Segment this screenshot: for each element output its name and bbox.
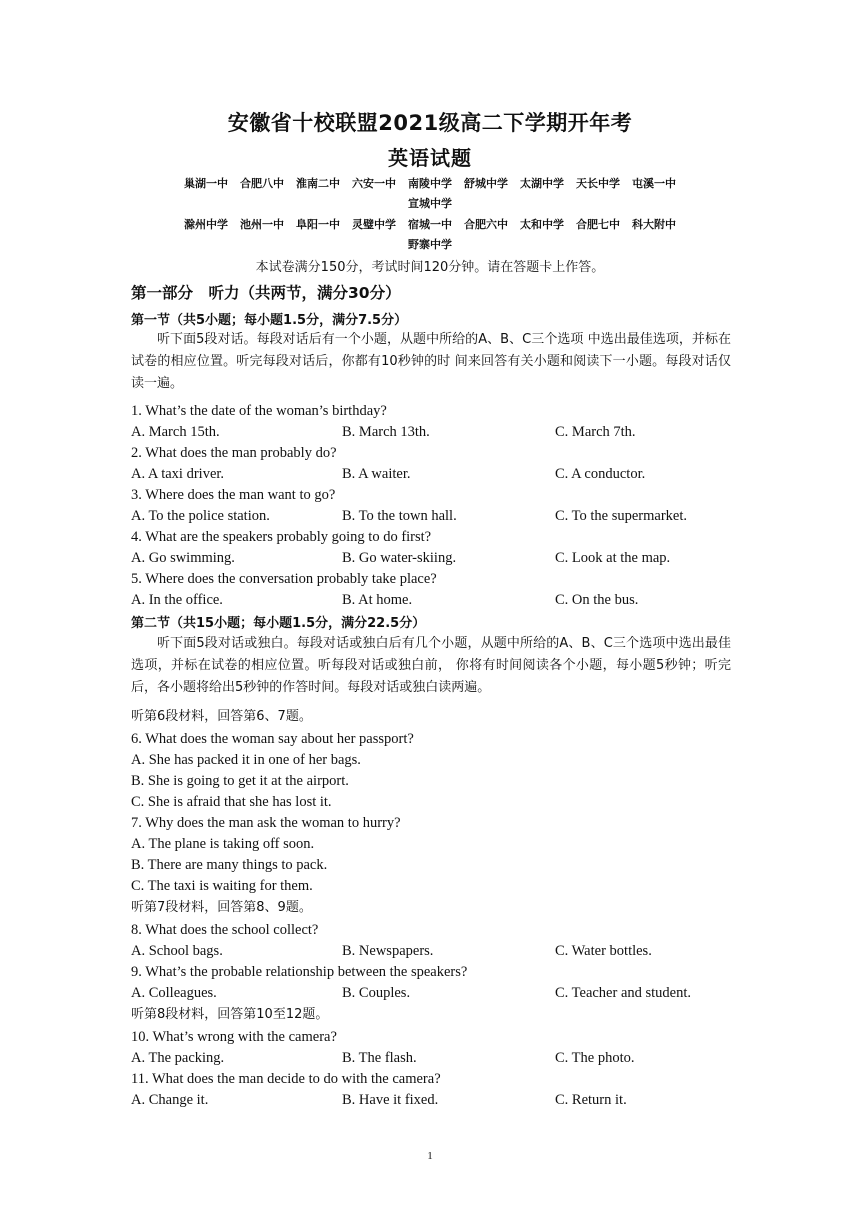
answer-options [131,1090,741,1110]
school-name: 太和中学 [520,218,564,231]
school-name: 滁州中学 [184,218,228,231]
option-b: B. A waiter. [342,466,411,482]
option-b: B. March 13th. [342,424,430,440]
school-list-row1 [130,174,730,214]
school-name: 合肥八中 [240,177,284,190]
option-a: A. The packing. [131,1050,225,1066]
answer-options [131,983,741,1003]
school-name: 合肥七中 [576,218,620,231]
answer-options [131,422,741,442]
material-note: 听第8段材料，回答第10至12题。 [131,1007,329,1022]
school-name: 宿城一中 [408,218,452,231]
option-a: A. In the office. [131,592,223,608]
school-name: 南陵中学 [408,177,452,190]
option-a: A. Change it. [131,1092,209,1108]
option-c: C. The photo. [555,1050,635,1066]
school-name: 太湖中学 [520,177,564,190]
question: 1. What’s the date of the woman’s birthday? [131,403,387,419]
option-c: C. March 7th. [555,424,636,440]
exam-note: 本试卷满分150分，考试时间120分钟。请在答题卡上作答。 [255,260,605,275]
option-b: B. The flash. [342,1050,417,1066]
material-note: 听第6段材料，回答第6、7题。 [131,709,312,724]
school-list-row2 [130,215,730,255]
option-b: B. Newspapers. [342,943,434,959]
school-name: 科大附中 [632,218,676,231]
section-heading: 第一节（共5小题；每小题1.5分，满分7.5分） [131,313,408,328]
question: 3. Where does the man want to go? [131,487,336,503]
option-b: B. At home. [342,592,413,608]
question: 8. What does the school collect? [131,922,319,938]
option-c: C. On the bus. [555,592,639,608]
option-a: A. March 15th. [131,424,220,440]
page-number: 1 [427,1150,433,1162]
option-a: A. A taxi driver. [131,466,225,482]
option-c: C. A conductor. [555,466,646,482]
question: 6. What does the woman say about her passport? [131,731,414,747]
school-name: 合肥六中 [464,218,508,231]
answer-options [131,1048,741,1068]
option-a: A. To the police station. [131,508,270,524]
option-b: B. There are many things to pack. [131,857,328,873]
option-a: A. School bags. [131,943,223,959]
question: 5. Where does the conversation probably take place? [131,571,437,587]
option-a: A. Go swimming. [131,550,235,566]
option-b: B. Have it fixed. [342,1092,439,1108]
school-name: 阜阳一中 [296,218,340,231]
section-instructions: 听下面5段对话。每段对话后有一个小题，从题中所给的A、B、C三个选项 中选出最佳选项，并标在试卷的相应位置。听完每段对话后，你都有10秒钟的时 间来回答有关小题和阅读下一小题。每段对话仅读一遍。 [131,332,731,391]
question: 11. What does the man decide to do with the camera? [131,1071,441,1087]
option-c: C. She is afraid that she has lost it. [131,794,332,810]
question: 2. What does the man probably do? [131,445,337,461]
school-name: 灵璧中学 [352,218,396,231]
answer-options [131,506,741,526]
option-a: A. She has packed it in one of her bags. [131,752,361,768]
option-a: A. The plane is taking off soon. [131,836,315,852]
part-heading: 第一部分 听力（共两节，满分30分） [131,284,401,302]
option-c: C. Teacher and student. [555,985,692,1001]
school-name: 天长中学 [576,177,620,190]
option-c: C. The taxi is waiting for them. [131,878,313,894]
material-note: 听第7段材料，回答第8、9题。 [131,900,312,915]
option-b: B. She is going to get it at the airport. [131,773,349,789]
option-c: C. Return it. [555,1092,627,1108]
option-c: C. Water bottles. [555,943,652,959]
school-name: 屯溪一中 [632,177,676,190]
option-b: B. Go water-skiing. [342,550,457,566]
answer-options [131,464,741,484]
question: 10. What’s wrong with the camera? [131,1029,337,1045]
school-name: 宣城中学 [408,197,452,210]
answer-options [131,590,741,610]
question: 7. Why does the man ask the woman to hurry? [131,815,401,831]
option-c: C. To the supermarket. [555,508,688,524]
exam-title: 安徽省十校联盟2021级高二下学期开年考 [227,111,633,135]
answer-options [131,548,741,568]
school-name: 舒城中学 [464,177,508,190]
option-b: B. To the town hall. [342,508,457,524]
school-name: 池州一中 [240,218,284,231]
option-b: B. Couples. [342,985,411,1001]
school-name: 野寨中学 [408,238,452,251]
exam-subtitle: 英语试题 [388,146,472,170]
section-heading: 第二节（共15小题；每小题1.5分，满分22.5分） [131,616,426,631]
question: 4. What are the speakers probably going to do first? [131,529,432,545]
school-name: 六安一中 [352,177,396,190]
answer-options [131,941,741,961]
option-c: C. Look at the map. [555,550,671,566]
section-instructions: 听下面5段对话或独白。每段对话或独白后有几个小题，从题中所给的A、B、C三个选项中选出最佳选项，并标在试卷的相应位置。听每段对话或独白前， 你将有时间阅读各个小题，每小题5秒钟；听完后，各小题将给出5秒钟的作答时间。每段对话或独白读两遍。 [131,636,731,695]
school-name: 巢湖一中 [184,177,228,190]
school-name: 淮南二中 [296,177,340,190]
option-a: A. Colleagues. [131,985,217,1001]
question: 9. What’s the probable relationship between the speakers? [131,964,468,980]
